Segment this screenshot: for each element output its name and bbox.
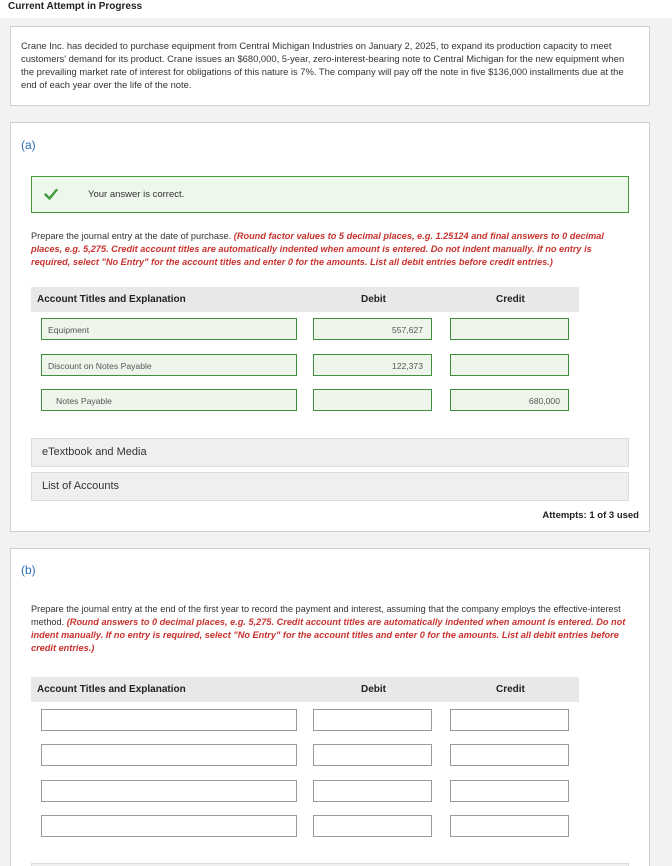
credit-column-header: Credit [496, 294, 525, 305]
debit-column-header: Debit [361, 294, 386, 305]
part-b-panel [10, 548, 650, 866]
account-title-input[interactable] [41, 744, 297, 766]
account-title-input[interactable] [41, 709, 297, 731]
debit-column-header: Debit [361, 684, 386, 695]
credit-input[interactable] [450, 744, 569, 766]
credit-input[interactable] [450, 815, 569, 837]
credit-input[interactable] [450, 318, 569, 340]
part-a-label: (a) [21, 138, 36, 152]
part-b-instruction-note: (Round answers to 0 decimal places, e.g. 5,275. Credit account titles are automatically indented when amount is entered. Do not indent manually. If no entry is required, select "No Entry" for the account titles and enter 0 for the amounts. List all debit entries before credit entries.) [31, 617, 626, 653]
account-title-input[interactable] [41, 318, 297, 340]
account-column-header: Account Titles and Explanation [37, 684, 186, 695]
part-a-instruction-text: Prepare the journal entry at the date of purchase. [31, 231, 234, 241]
part-a-instruction-note: (Round factor values to 5 decimal places, e.g. 1.25124 and final answers to 0 decimal places, e.g. 5,275. Credit account titles are automatically indented when amount is entered. Do not indent manually. If no entry is required, select "No Entry" for the account titles and enter 0 for the amounts. List all debit entries before credit entries.) [31, 231, 604, 267]
account-title-value: Equipment [48, 325, 90, 335]
part-b-instructions [31, 603, 631, 655]
correct-message: Your answer is correct. [88, 189, 185, 200]
attempt-status-header: Current Attempt in Progress [0, 0, 672, 18]
etextbook-media-link[interactable]: eTextbook and Media [31, 438, 629, 467]
debit-input[interactable] [313, 389, 432, 411]
credit-input[interactable] [450, 780, 569, 802]
account-title-value: Discount on Notes Payable [48, 361, 152, 371]
debit-input[interactable] [313, 709, 432, 731]
part-b-label: (b) [21, 563, 36, 577]
part-b-table-header [31, 677, 579, 702]
part-a-panel [10, 122, 650, 532]
attempts-counter: Attempts: 1 of 3 used [542, 510, 639, 521]
account-column-header: Account Titles and Explanation [37, 294, 186, 305]
credit-input[interactable]: 680,000 [450, 389, 569, 411]
account-title-value: Notes Payable [56, 396, 112, 406]
debit-input[interactable] [313, 780, 432, 802]
account-title-input[interactable] [41, 354, 297, 376]
debit-input[interactable]: 122,373 [313, 354, 432, 376]
correct-answer-banner [31, 176, 629, 213]
debit-input[interactable] [313, 744, 432, 766]
part-a-table-header [31, 287, 579, 312]
account-title-input[interactable] [41, 780, 297, 802]
debit-input[interactable] [313, 815, 432, 837]
problem-statement: Crane Inc. has decided to purchase equipment from Central Michigan Industries on January 2, 2025, to expand its production capacity to meet customers' demand for its product. Crane issues an $680,000, 5-year, zero-interest-bearing note to Central Michigan for the new equipment when the prevailing market rate of interest for obligations of this nature is 7%. The company will pay off the note in five $136,000 installments due at the end of each year over the life of the note. [10, 26, 650, 106]
account-title-input[interactable] [41, 815, 297, 837]
part-a-instructions [31, 230, 631, 269]
credit-column-header: Credit [496, 684, 525, 695]
checkmark-icon [44, 187, 58, 201]
credit-input[interactable] [450, 354, 569, 376]
credit-input[interactable] [450, 709, 569, 731]
list-of-accounts-link[interactable]: List of Accounts [31, 472, 629, 501]
account-title-input[interactable] [41, 389, 297, 411]
debit-input[interactable]: 557,627 [313, 318, 432, 340]
part-b-instruction-text: Prepare the journal entry at the end of the first year to record the payment and interest, assuming that the company employs the effective-interest method. [31, 604, 621, 627]
